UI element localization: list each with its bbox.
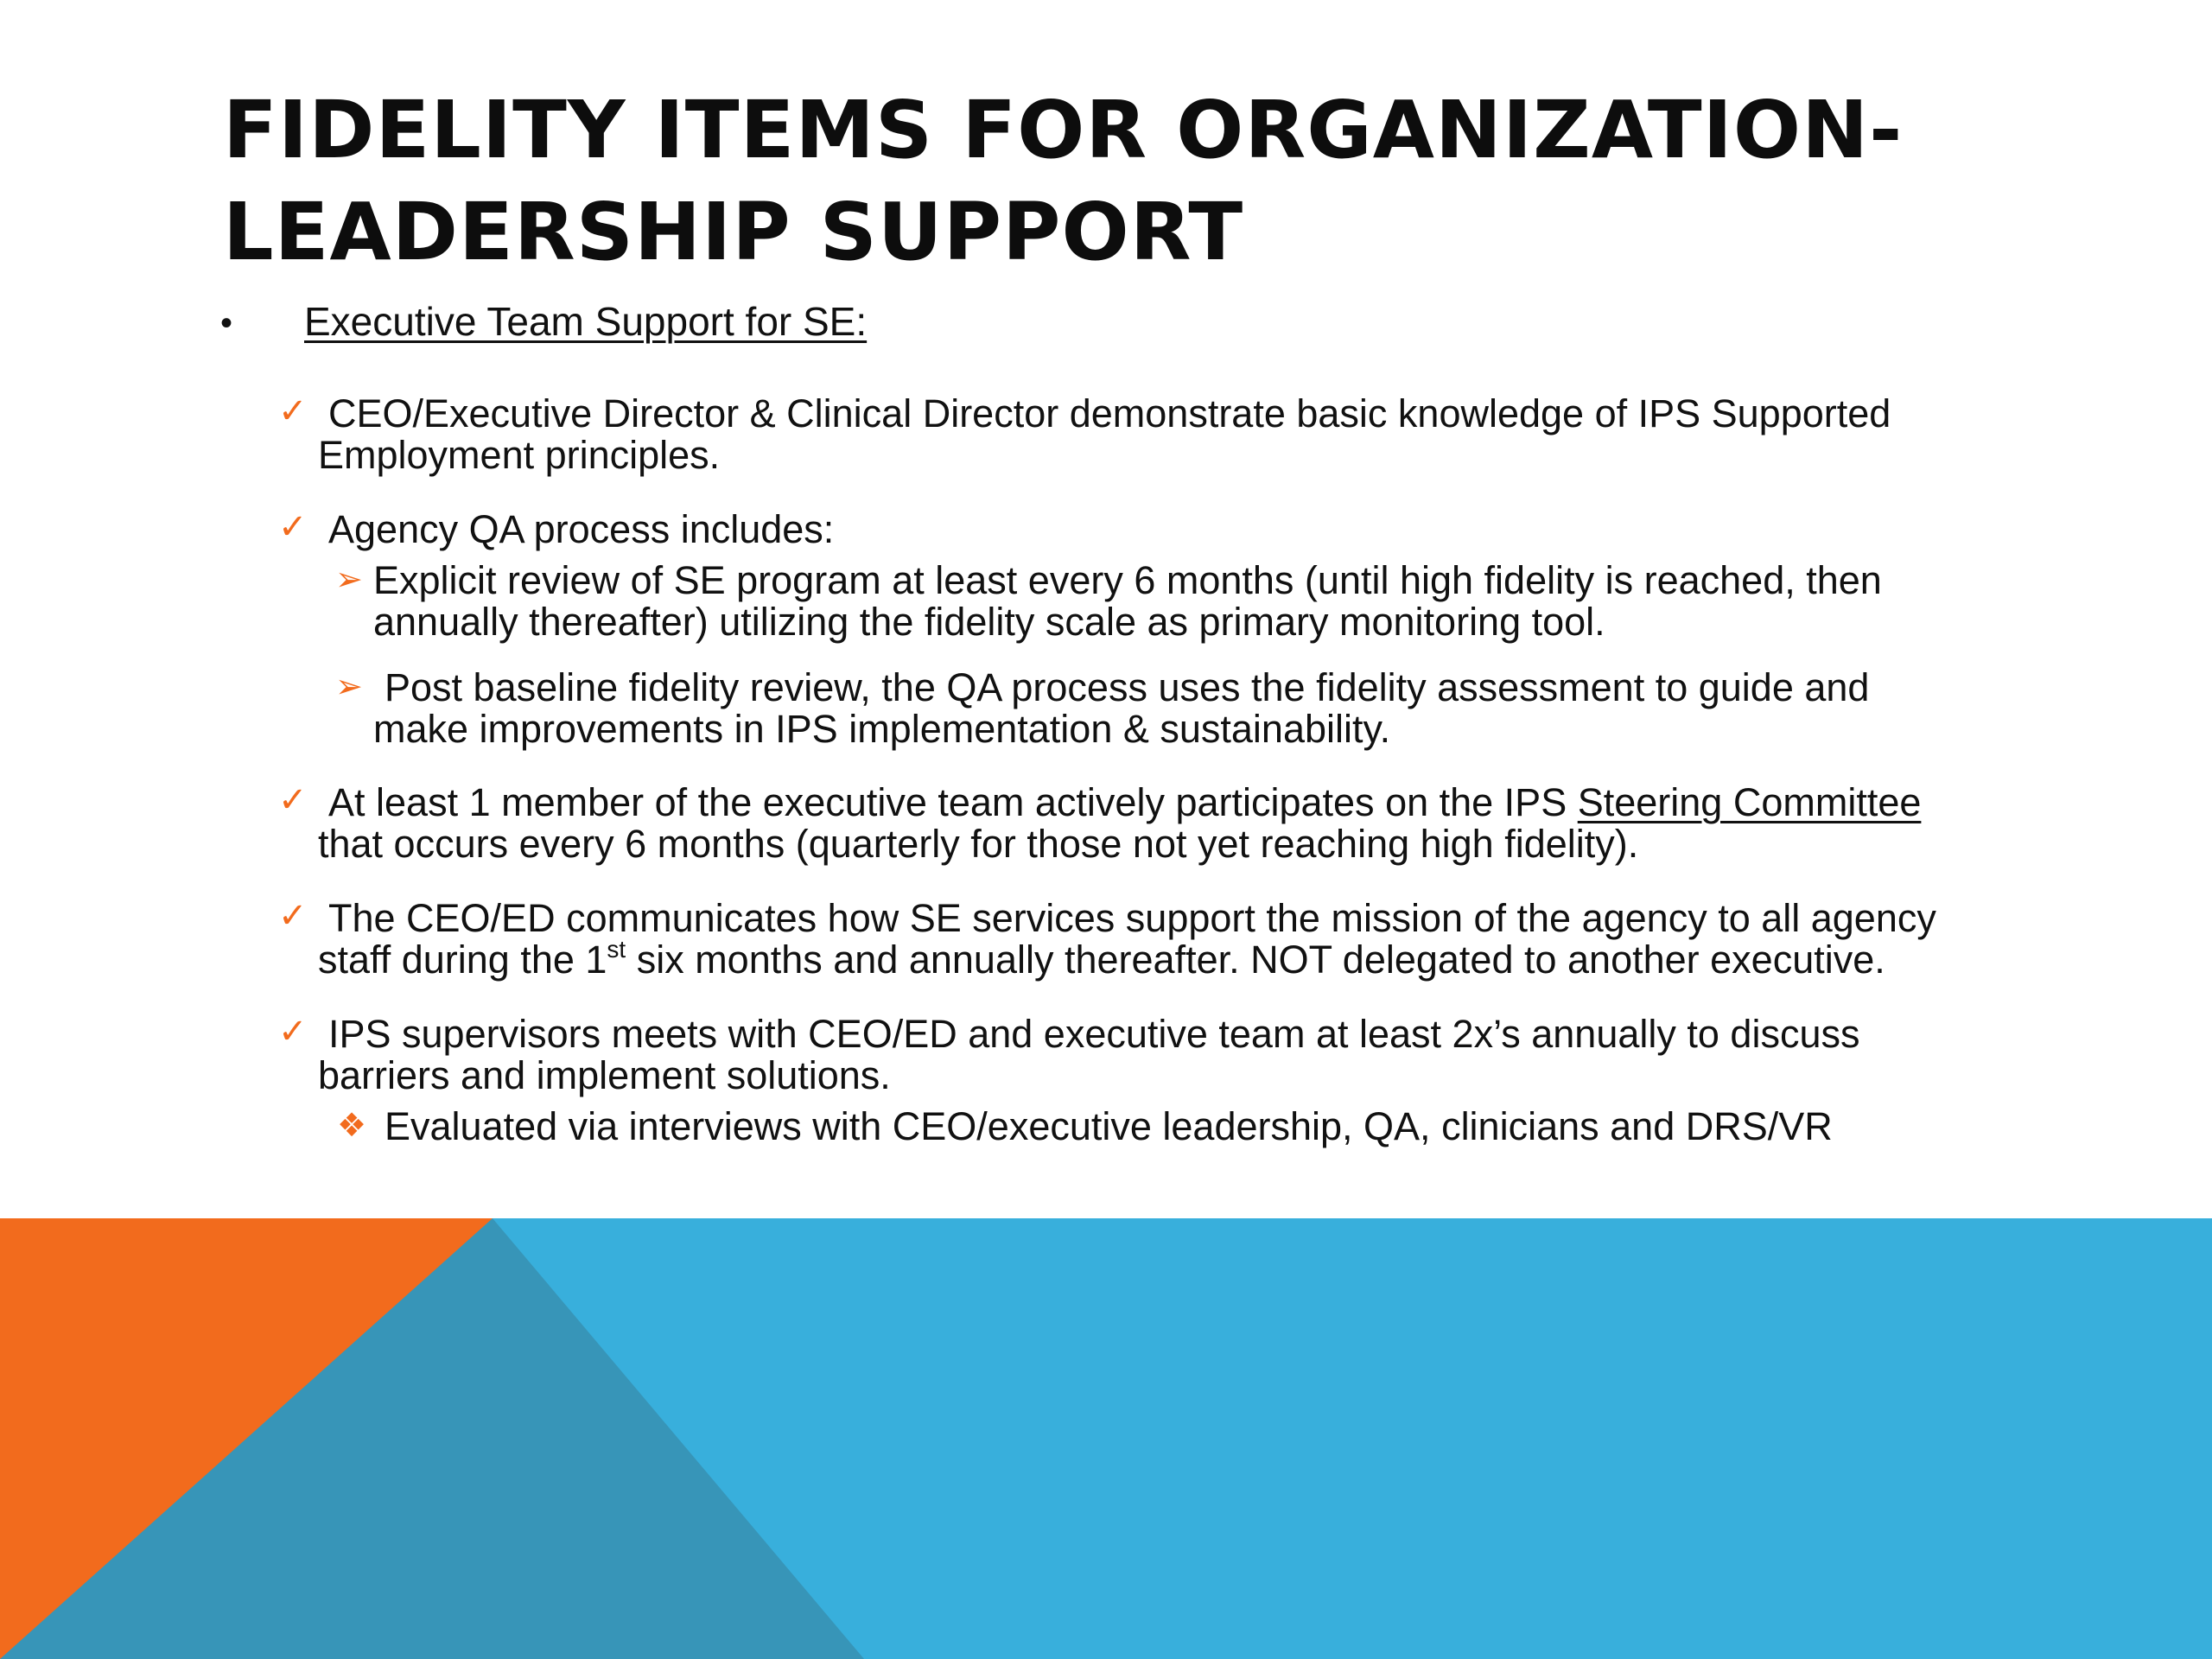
item-1-line-2: Employment principles. — [318, 433, 721, 477]
item-3-text: At least 1 member of the executive team actively participates on the IPS — [328, 780, 1578, 824]
checkmark-icon: ✓ — [278, 1012, 308, 1052]
item-2-sub-2-line-2: make improvements in IPS implementation & sustainability. — [373, 707, 1391, 751]
item-4-superscript: st — [607, 936, 626, 963]
checkmark-icon: ✓ — [278, 507, 308, 547]
checkmark-icon: ✓ — [278, 780, 308, 820]
item-4-text-a: staff during the 1 — [318, 938, 607, 982]
bullet-dot-icon: • — [220, 304, 233, 342]
section-heading: Executive Team Support for SE: — [304, 299, 868, 344]
item-4-line-1: The CEO/ED communicates how SE services support the mission of the agency to all agency — [328, 896, 1936, 940]
item-3-line-2: that occurs every 6 months (quarterly for those not yet reaching high fidelity). — [318, 822, 1639, 866]
item-3-line-1 — [328, 782, 1921, 823]
slide-title-line-2: LEADERSHIP SUPPORT — [223, 186, 1244, 278]
arrow-bullet-icon: ➢ — [335, 560, 363, 598]
item-2-sub-1-line-2: annually thereafter) utilizing the fidelity scale as primary monitoring tool. — [373, 600, 1605, 644]
arrow-bullet-icon: ➢ — [335, 667, 363, 705]
item-5-line-2: barriers and implement solutions. — [318, 1053, 891, 1097]
item-1-line-1: CEO/Executive Director & Clinical Director demonstrate basic knowledge of IPS Supported — [328, 391, 1891, 435]
item-5-sub-1-line-1: Evaluated via interviews with CEO/executive leadership, QA, clinicians and DRS/VR — [385, 1104, 1833, 1148]
checkmark-icon: ✓ — [278, 896, 308, 936]
checkmark-icon: ✓ — [278, 391, 308, 431]
steering-committee-link[interactable]: Steering Committee — [1577, 780, 1922, 824]
item-2-line-1: Agency QA process includes: — [328, 507, 835, 551]
item-4-line-2 — [318, 936, 1885, 982]
item-2-sub-2-line-1: Post baseline fidelity review, the QA process uses the fidelity assessment to guide and — [385, 665, 1870, 709]
item-5-line-1: IPS supervisors meets with CEO/ED and executive team at least 2x’s annually to discuss — [328, 1012, 1860, 1056]
item-2-sub-1-line-1: Explicit review of SE program at least every 6 months (until high fidelity is reached, then — [373, 558, 1882, 602]
diamond-bullet-icon: ❖ — [337, 1106, 367, 1144]
decorative-background-shapes — [0, 1218, 2212, 1659]
slide-title-line-1: FIDELITY ITEMS FOR ORGANIZATION- — [223, 84, 1904, 176]
item-4-text-b: six months and annually thereafter. NOT delegated to another executive. — [626, 938, 1885, 982]
